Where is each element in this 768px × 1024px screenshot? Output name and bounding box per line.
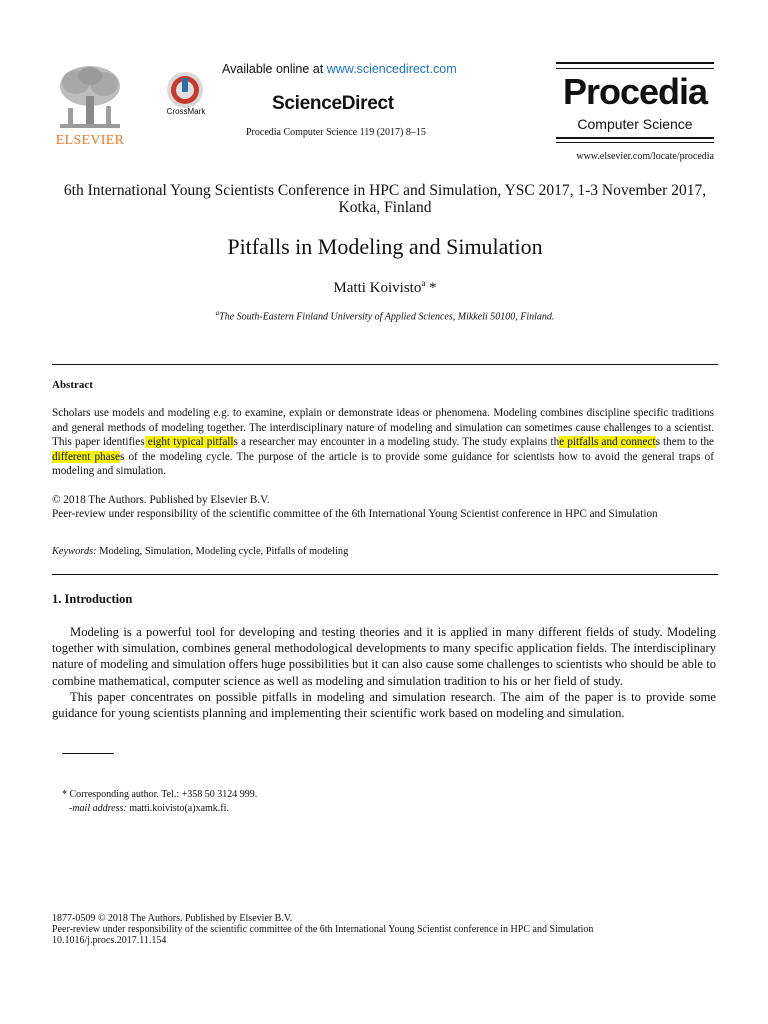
footnote-block bbox=[62, 788, 702, 816]
journal-reference: Procedia Computer Science 119 (2017) 8–15 bbox=[246, 127, 426, 138]
procedia-rule-bottom bbox=[556, 137, 714, 139]
procedia-rule-top bbox=[556, 62, 714, 64]
affiliation-text: The South-Eastern Finland University of Applied Sciences, Mikkeli 50100, Finland. bbox=[219, 311, 555, 323]
keywords-line bbox=[52, 546, 714, 557]
introduction-body bbox=[52, 624, 716, 721]
crossmark-label: CrossMark bbox=[166, 107, 206, 116]
section-heading-introduction: 1. Introduction bbox=[52, 592, 133, 606]
copyright-block bbox=[52, 493, 714, 521]
abstract-bottom-rule bbox=[52, 574, 718, 575]
issn-line: 1877-0509 © 2018 The Authors. Published by Elsevier B.V. bbox=[52, 913, 293, 924]
highlight-2[interactable]: e pitfalls and connect bbox=[559, 436, 656, 449]
intro-paragraph-1: Modeling is a powerful tool for developing and testing theories and it is applied in many different fields of study. Modeling together with simulation, combines general methodological developments to many specific application fields. The interdisciplinary nature of modeling and simulation offers huge possibilities but it can also cause some challenges to scientists who should be able to combine mathematical, computer science as well as modeling and simulation tradition to his or her field of study. bbox=[52, 625, 716, 688]
corresponding-mark: * bbox=[425, 280, 437, 296]
abstract-text-4: s of the modeling cycle. The purpose of the article is to provide some guidance for scientists how to avoid the general traps of modeling and simulation. bbox=[52, 450, 714, 478]
bottom-matter bbox=[52, 913, 716, 947]
journal-brand: Procedia bbox=[562, 71, 708, 112]
footnote-email-line bbox=[62, 802, 702, 816]
availability-line bbox=[222, 62, 542, 76]
affiliation-superscript: a bbox=[215, 309, 220, 317]
peer-review-line: Peer-review under responsibility of the scientific committee of the 6th International Young Scientist conference in HPC and Simulation bbox=[52, 508, 658, 520]
intro-paragraph-2: This paper concentrates on possible pitfalls in modeling and simulation research. The aim of the paper is to provide some guidance for young scientists planning and implementing their scientific work based on modeling and simulation. bbox=[52, 689, 716, 721]
author-superscript: a bbox=[421, 278, 426, 288]
affiliation-line bbox=[52, 309, 718, 322]
author-line bbox=[52, 278, 718, 297]
journal-url[interactable]: www.elsevier.com/locate/procedia bbox=[576, 151, 714, 162]
email-address[interactable]: matti.koivisto(a)xamk.fi. bbox=[126, 803, 229, 814]
keywords-label: Keywords: bbox=[52, 546, 97, 557]
abstract-heading: Abstract bbox=[52, 379, 93, 391]
bottom-peer-review: Peer-review under responsibility of the scientific committee of the 6th International Young Scientist conference in HPC and Simulation bbox=[52, 924, 594, 936]
abstract-body bbox=[52, 406, 714, 479]
abstract-text-3: s them to the bbox=[655, 436, 715, 449]
availability-prefix: Available online at bbox=[222, 62, 327, 76]
author-name: Matti Koivisto bbox=[333, 280, 422, 296]
email-label: -mail address: bbox=[69, 803, 127, 814]
conference-line: 6th International Young Scientists Conference in HPC and Simulation, YSC 2017, 1-3 November 2017, Kotka, Finland bbox=[63, 182, 707, 216]
abstract-text-2: s a researcher may encounter in a modeling study. The study explains th bbox=[233, 436, 560, 449]
procedia-rule-bottom-thin bbox=[556, 142, 714, 143]
footnote-corresponding: * Corresponding author. Tel.: +358 50 3124 999. bbox=[62, 789, 258, 800]
abstract-top-rule bbox=[52, 364, 718, 365]
procedia-rule-top-thin bbox=[556, 68, 714, 69]
platform-name: ScienceDirect bbox=[272, 93, 394, 114]
highlight-3[interactable]: different phase bbox=[52, 450, 120, 463]
abstract-text-1: Scholars use models and modeling e.g. to examine, explain or demonstrate ideas or phenomena. Modeling combines discipline specific traditions and general methods of modeling together. The interdisciplinary nature of modeling and simulation can sometimes cause challenges to a scientist. This paper identifies bbox=[52, 407, 714, 449]
publisher-name: ELSEVIER bbox=[55, 133, 125, 148]
journal-subtitle: Computer Science bbox=[577, 116, 693, 132]
sciencedirect-link[interactable]: www.sciencedirect.com bbox=[326, 62, 457, 76]
footnote-rule bbox=[62, 753, 114, 754]
paper-title: Pitfalls in Modeling and Simulation bbox=[227, 234, 543, 259]
keywords-list: Modeling, Simulation, Modeling cycle, Pitfalls of modeling bbox=[96, 546, 349, 557]
doi-line[interactable]: 10.1016/j.procs.2017.11.154 bbox=[52, 935, 167, 947]
copyright-line: © 2018 The Authors. Published by Elsevier B.V. bbox=[52, 494, 270, 506]
highlight-1[interactable]: eight typical pitfall bbox=[144, 436, 234, 449]
